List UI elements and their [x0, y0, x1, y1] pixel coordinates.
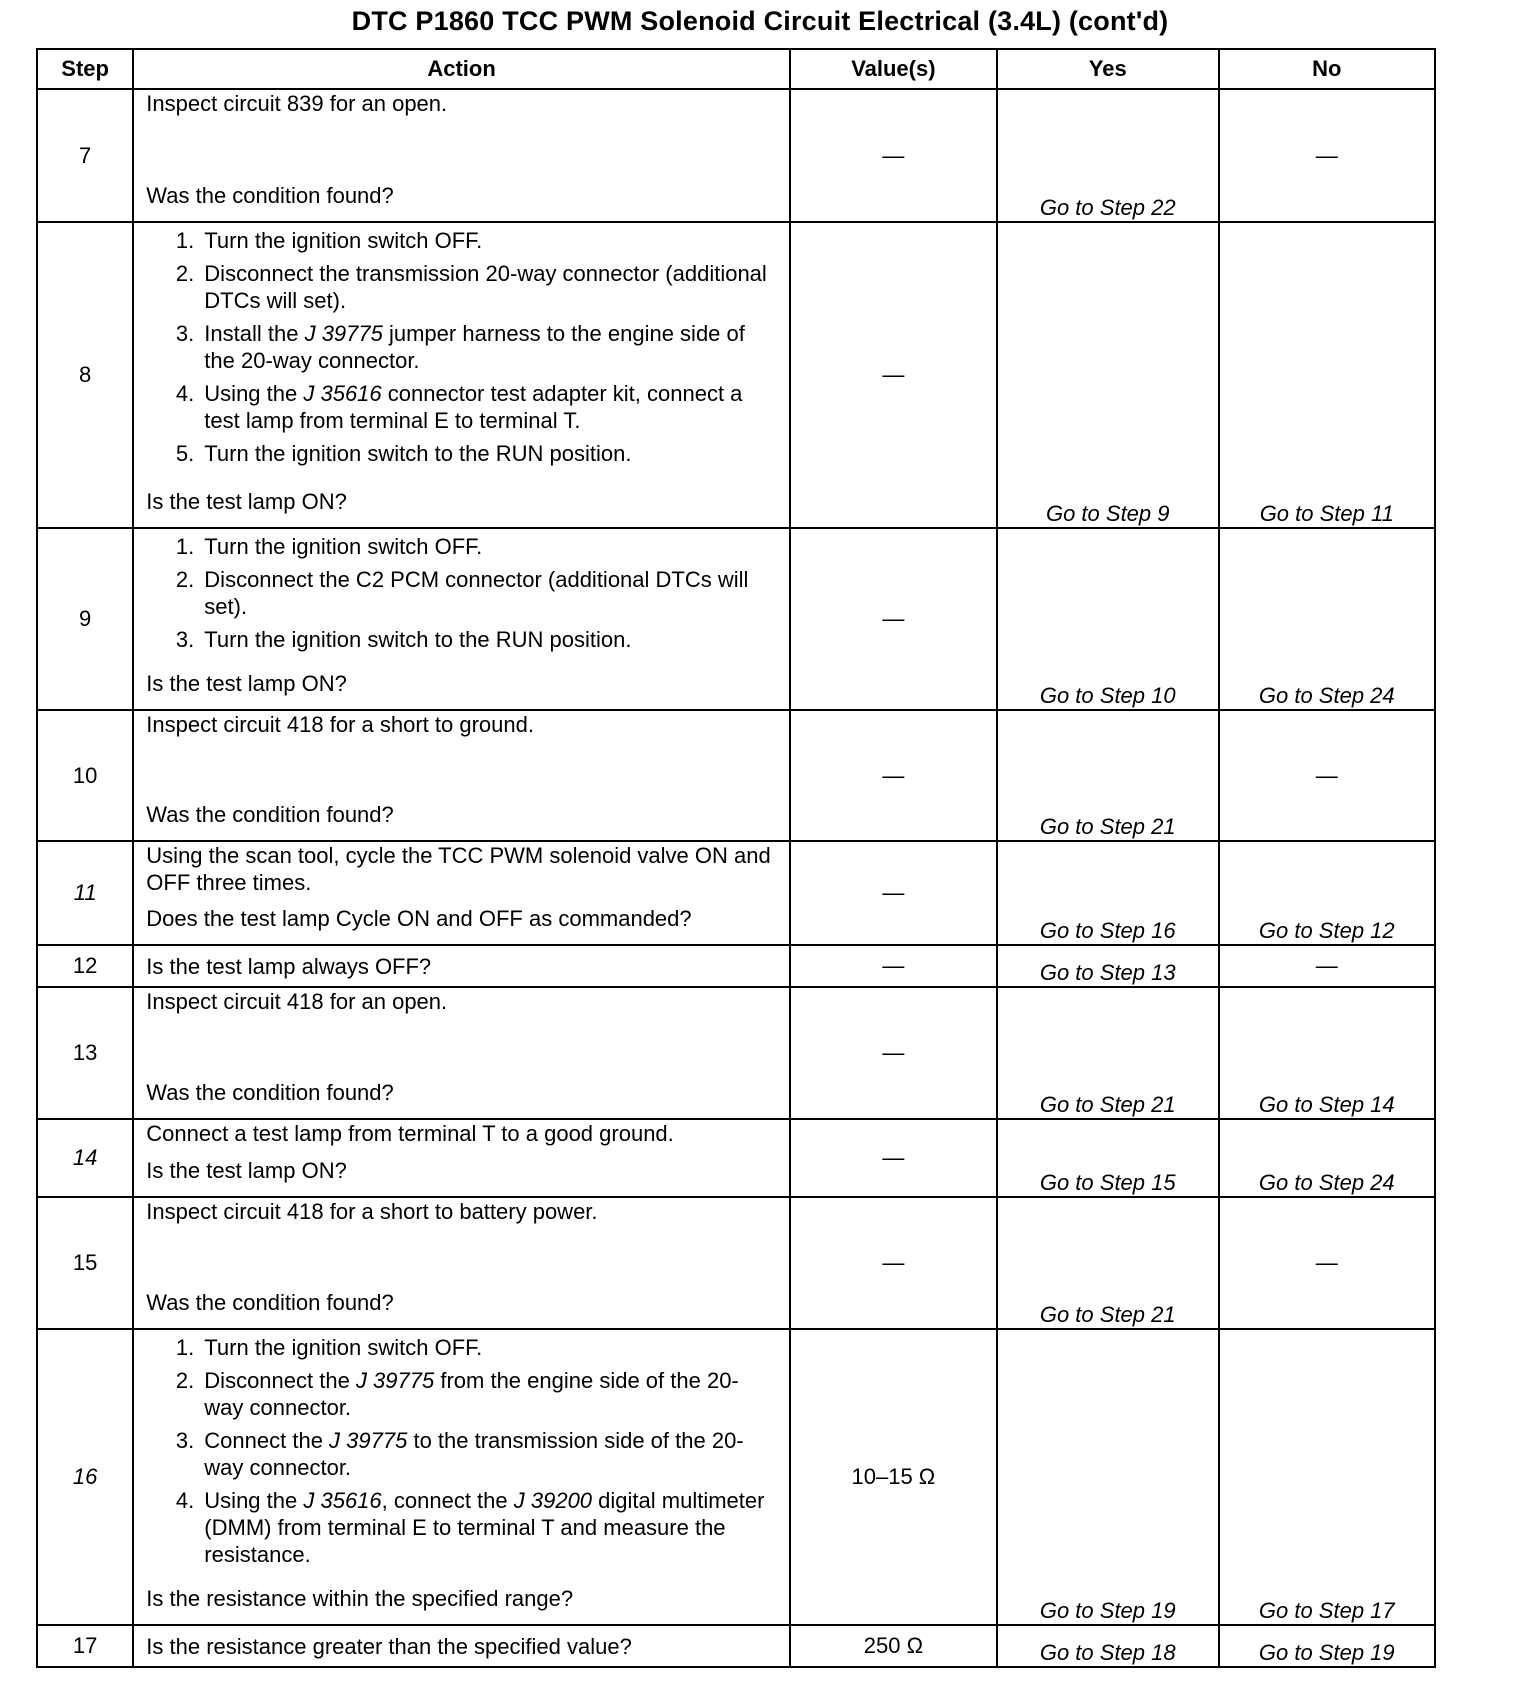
action-cell	[133, 1197, 790, 1329]
step-number: 14	[37, 1119, 133, 1197]
action-cell	[133, 1119, 790, 1197]
no-cell: Go to Step 24	[1219, 1119, 1435, 1197]
action-content	[146, 711, 777, 828]
action-question: Is the test lamp ON?	[146, 671, 347, 696]
yes-cell: Go to Step 10	[997, 528, 1219, 710]
tool-reference: J 39775	[329, 1428, 408, 1453]
step-number: 17	[37, 1625, 133, 1667]
action-content	[146, 952, 777, 980]
procedure-step: 1. Turn the ignition switch OFF.	[200, 533, 777, 560]
step-text: Using the	[204, 1488, 304, 1513]
table-row	[37, 528, 1435, 710]
header-values: Value(s)	[790, 49, 997, 89]
step-text: Disconnect the	[204, 1368, 356, 1393]
table-header-row	[37, 49, 1435, 89]
action-cell	[133, 89, 790, 222]
procedure-step: 2. Disconnect the transmission 20-way connector (additional DTCs will set).	[200, 260, 777, 314]
value-cell: —	[790, 987, 997, 1119]
step-text: Install the	[204, 321, 305, 346]
action-text: Inspect circuit 418 for a short to ground.	[146, 712, 534, 737]
action-question: Was the condition found?	[146, 802, 394, 827]
action-content	[146, 1120, 777, 1184]
action-question: Was the condition found?	[146, 183, 394, 208]
step-number: 8	[37, 222, 133, 528]
no-cell: —	[1219, 945, 1435, 987]
action-text: Inspect circuit 839 for an open.	[146, 91, 448, 116]
step-text: to the transmission side of the 20-way connector.	[204, 1428, 744, 1480]
action-cell	[133, 1329, 790, 1625]
step-number: 11	[37, 841, 133, 945]
step-text: , connect the	[381, 1488, 514, 1513]
table-row	[37, 945, 1435, 987]
table-row	[37, 1197, 1435, 1329]
step-text: jumper harness to the engine side of the 20-way connector.	[204, 321, 745, 373]
action-question: Is the resistance within the specified range?	[146, 1586, 574, 1611]
yes-cell: Go to Step 21	[997, 1197, 1219, 1329]
value-cell: —	[790, 89, 997, 222]
diagnostic-table	[36, 48, 1436, 1668]
yes-cell: Go to Step 13	[997, 945, 1219, 987]
action-cell	[133, 987, 790, 1119]
action-question: Was the condition found?	[146, 1080, 394, 1105]
header-no: No	[1219, 49, 1435, 89]
table-row	[37, 1119, 1435, 1197]
header-step: Step	[37, 49, 133, 89]
action-text: Inspect circuit 418 for a short to battery power.	[146, 1199, 598, 1224]
page-title: DTC P1860 TCC PWM Solenoid Circuit Electrical (3.4L) (cont'd)	[351, 6, 1169, 36]
header-action: Action	[133, 49, 790, 89]
yes-cell: Go to Step 21	[997, 710, 1219, 841]
action-question: Is the test lamp always OFF?	[146, 953, 432, 979]
action-content	[146, 1198, 777, 1316]
action-content	[146, 842, 777, 932]
step-text: Using the	[204, 381, 304, 406]
value-cell: —	[790, 222, 997, 528]
value-cell: —	[790, 528, 997, 710]
procedure-step	[200, 320, 777, 374]
no-cell: Go to Step 14	[1219, 987, 1435, 1119]
yes-cell: Go to Step 15	[997, 1119, 1219, 1197]
action-content	[146, 1632, 777, 1660]
procedure-step: 3. Turn the ignition switch to the RUN position.	[200, 626, 777, 653]
action-content	[146, 1330, 777, 1612]
step-number: 7	[37, 89, 133, 222]
action-cell	[133, 1625, 790, 1667]
step-text: Connect the	[204, 1428, 330, 1453]
table-row	[37, 89, 1435, 222]
procedure-list	[146, 1334, 777, 1568]
action-question: Is the test lamp ON?	[146, 1158, 347, 1183]
procedure-step	[200, 380, 777, 434]
step-number: 16	[37, 1329, 133, 1625]
step-text: digital multimeter (DMM) from terminal E to terminal T and measure the resistance.	[204, 1488, 765, 1567]
step-number: 10	[37, 710, 133, 841]
step-number: 12	[37, 945, 133, 987]
yes-cell: Go to Step 19	[997, 1329, 1219, 1625]
step-number: 15	[37, 1197, 133, 1329]
tool-reference: J 39775	[355, 1368, 435, 1393]
value-cell: —	[790, 710, 997, 841]
action-cell	[133, 222, 790, 528]
procedure-step	[200, 1427, 777, 1481]
value-cell: —	[790, 841, 997, 945]
yes-cell: Go to Step 21	[997, 987, 1219, 1119]
procedure-step: 5. Turn the ignition switch to the RUN position.	[200, 440, 777, 467]
table-row	[37, 222, 1435, 528]
action-text: Connect a test lamp from terminal T to a good ground.	[146, 1121, 674, 1146]
procedure-step: 1. Turn the ignition switch OFF.	[200, 1334, 777, 1361]
procedure-step: 1. Turn the ignition switch OFF.	[200, 227, 777, 254]
tool-reference: J 35616	[303, 1488, 382, 1513]
value-cell: —	[790, 1119, 997, 1197]
step-number: 13	[37, 987, 133, 1119]
no-cell: —	[1219, 1197, 1435, 1329]
tool-reference: J 39775	[304, 321, 383, 346]
no-cell: Go to Step 17	[1219, 1329, 1435, 1625]
tool-reference: J 35616	[303, 381, 382, 406]
step-number: 9	[37, 528, 133, 710]
procedure-step	[200, 1367, 777, 1421]
no-cell: Go to Step 19	[1219, 1625, 1435, 1667]
table-row	[37, 1329, 1435, 1625]
action-content	[146, 223, 777, 515]
yes-cell: Go to Step 9	[997, 222, 1219, 528]
table-row	[37, 1625, 1435, 1667]
action-cell	[133, 841, 790, 945]
action-question: Does the test lamp Cycle ON and OFF as commanded?	[146, 906, 692, 931]
procedure-list	[146, 227, 777, 467]
action-text: Inspect circuit 418 for an open.	[146, 989, 448, 1014]
action-content	[146, 90, 777, 209]
action-content	[146, 529, 777, 697]
no-cell: —	[1219, 89, 1435, 222]
value-cell: 10–15 Ω	[790, 1329, 997, 1625]
table-row	[37, 710, 1435, 841]
action-text: Using the scan tool, cycle the TCC PWM solenoid valve ON and OFF three times.	[146, 843, 771, 895]
action-question: Is the test lamp ON?	[146, 489, 347, 514]
value-cell: —	[790, 1197, 997, 1329]
no-cell: Go to Step 11	[1219, 222, 1435, 528]
action-cell	[133, 710, 790, 841]
action-cell	[133, 528, 790, 710]
procedure-step	[200, 1487, 777, 1568]
procedure-list	[146, 533, 777, 653]
procedure-step: 2. Disconnect the C2 PCM connector (additional DTCs will set).	[200, 566, 777, 620]
no-cell: Go to Step 12	[1219, 841, 1435, 945]
yes-cell: Go to Step 18	[997, 1625, 1219, 1667]
step-text: from the engine side of the 20-way connector.	[204, 1368, 739, 1420]
action-question: Was the condition found?	[146, 1290, 394, 1315]
no-cell: Go to Step 24	[1219, 528, 1435, 710]
table-row	[37, 987, 1435, 1119]
action-content	[146, 988, 777, 1106]
table-row	[37, 841, 1435, 945]
table-body	[37, 89, 1435, 1667]
yes-cell: Go to Step 22	[997, 89, 1219, 222]
tool-reference: J 39200	[513, 1488, 593, 1513]
value-cell: 250 Ω	[790, 1625, 997, 1667]
step-text: connector test adapter kit, connect a test lamp from terminal E to terminal T.	[204, 381, 743, 433]
action-question: Is the resistance greater than the specified value?	[146, 1633, 632, 1659]
no-cell: —	[1219, 710, 1435, 841]
action-cell	[133, 945, 790, 987]
header-yes: Yes	[997, 49, 1219, 89]
value-cell: —	[790, 945, 997, 987]
yes-cell: Go to Step 16	[997, 841, 1219, 945]
